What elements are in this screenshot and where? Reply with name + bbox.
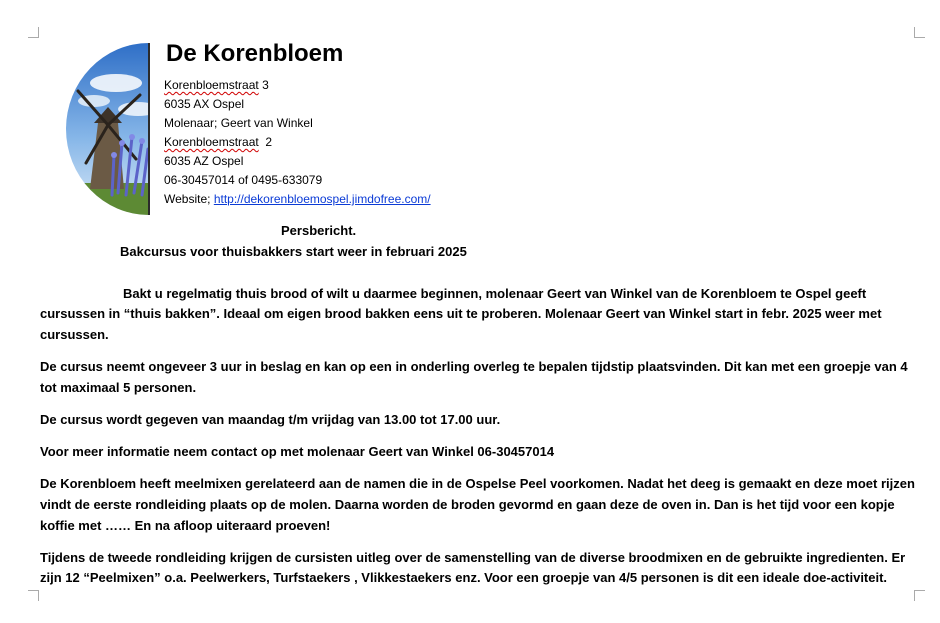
body-line: zijn 12 “Peelmixen” o.a. Peelwerkers, Turfstaekers , Vlikkestaekers enz. Voor een groepje van 4/5 personen is dit een ideale doe-activiteit. bbox=[40, 570, 888, 585]
miller-name-line: Molenaar; Geert van Winkel bbox=[164, 116, 313, 130]
body-line: De cursus neemt ongeveer 3 uur in beslag en kan op een in onderling overleg te bepalen tijdstip plaatsvinden. Dit kan met een groepje van 4 bbox=[40, 359, 908, 374]
miller-postcode-line: 6035 AZ Ospel bbox=[164, 154, 244, 168]
miller-street-number: 2 bbox=[265, 135, 273, 149]
body-line: tot maximaal 5 personen. bbox=[40, 380, 197, 395]
address-postcode-line: 6035 AX Ospel bbox=[164, 97, 245, 111]
miller-street-name: Korenbloemstraat bbox=[164, 135, 259, 149]
body-line: Tijdens de tweede rondleiding krijgen de cursisten uitleg over de samenstelling van de diverse broodmixen en de gebruikte ingredienten. Er bbox=[40, 550, 906, 565]
company-name: De Korenbloem bbox=[166, 40, 344, 67]
body-line: De cursus wordt gegeven van maandag t/m vrijdag van 13.00 tot 17.00 uur. bbox=[40, 412, 501, 427]
crop-mark-top-right bbox=[914, 27, 925, 38]
windmill-logo-image bbox=[66, 43, 149, 215]
street-number: 3 bbox=[262, 78, 269, 92]
body-line: De Korenbloem heeft meelmixen gerelateerd aan de namen die in de Ospelse Peel voorkomen. Nadat het deeg is gemaakt en deze moet rijzen bbox=[40, 476, 915, 491]
logo-divider-line bbox=[148, 43, 150, 215]
body-line: cursussen. bbox=[40, 327, 109, 342]
crop-mark-bottom-right bbox=[914, 590, 925, 601]
body-line: cursussen in “thuis bakken”. Ideaal om eigen brood bakken eens uit te proberen. Molenaar Geert van Winkel start in febr. 2025 weer met bbox=[40, 306, 882, 321]
press-release-title: Persbericht. bbox=[281, 223, 357, 238]
street-name: Korenbloemstraat bbox=[164, 78, 259, 92]
phone-line: 06-30457014 of 0495-633079 bbox=[164, 173, 323, 187]
website-label: Website; bbox=[164, 192, 214, 206]
body-line: vindt de eerste rondleiding plaats op de molen. Daarna worden de broden gevormd en gaan deze de oven in. Dan is het tijd voor een kopje bbox=[40, 497, 895, 512]
body-line: Bakt u regelmatig thuis brood of wilt u daarmee beginnen, molenaar Geert van Winkel van de Korenbloem te Ospel geeft bbox=[123, 286, 867, 301]
crop-mark-top-left bbox=[28, 27, 39, 38]
headline: Bakcursus voor thuisbakkers start weer in februari 2025 bbox=[120, 244, 467, 259]
website-link[interactable]: http://dekorenbloemospel.jimdofree.com/ bbox=[213, 192, 431, 206]
website-line bbox=[164, 192, 431, 206]
address-street-line bbox=[164, 78, 269, 92]
miller-street-line bbox=[164, 135, 272, 149]
body-line: Voor meer informatie neem contact op met molenaar Geert van Winkel 06-30457014 bbox=[40, 444, 555, 459]
crop-mark-bottom-left bbox=[28, 590, 39, 601]
body-line: koffie met …… En na afloop uiteraard proeven! bbox=[40, 518, 331, 533]
